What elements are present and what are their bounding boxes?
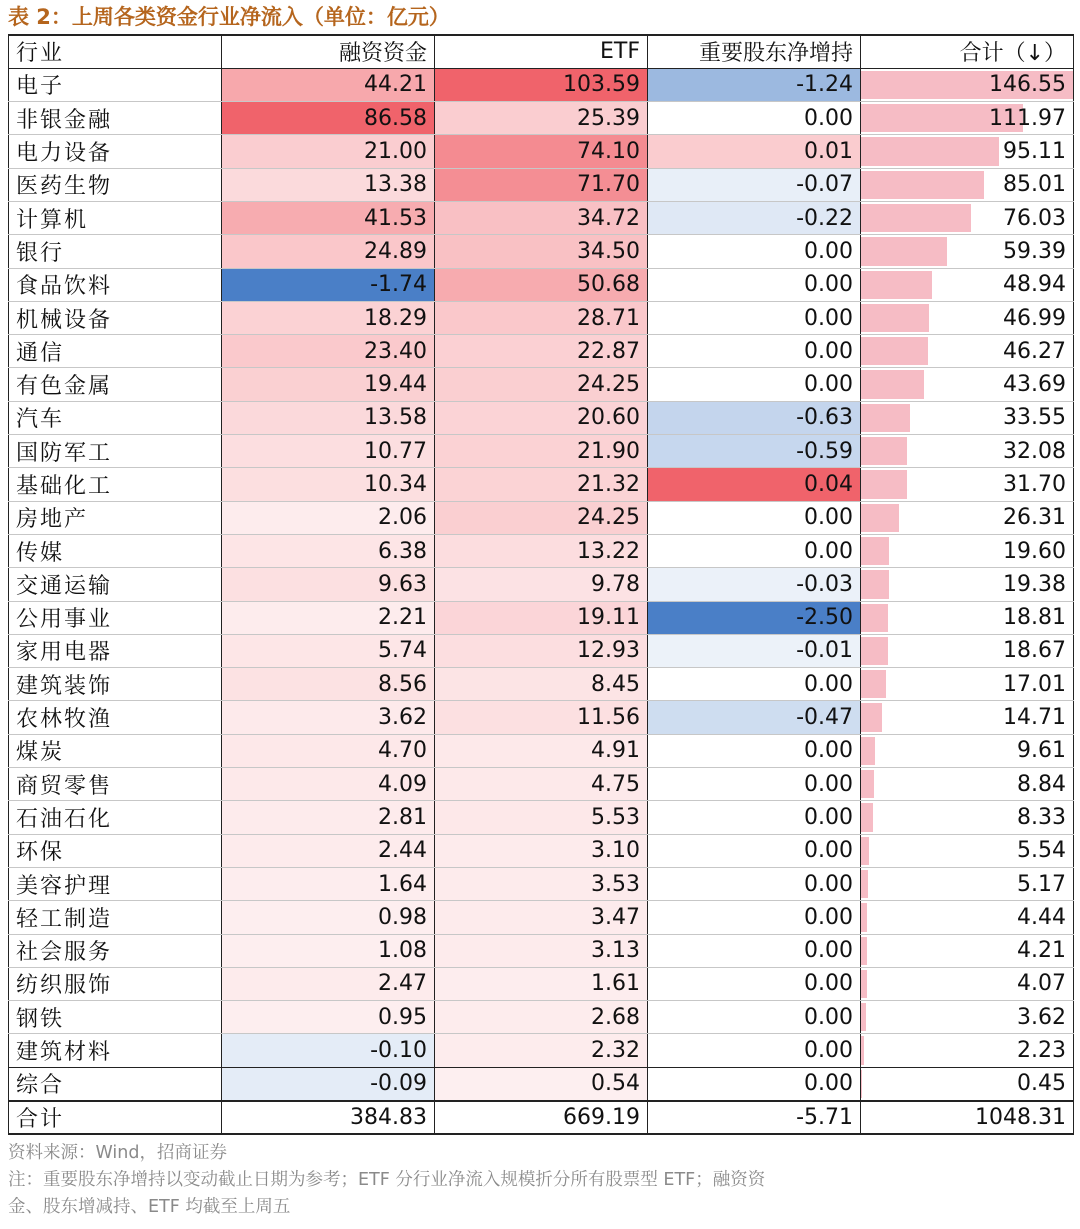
margin-cell: 18.29 bbox=[222, 301, 435, 334]
total-value: 85.01 bbox=[1003, 172, 1066, 198]
industry-cell: 纺织服饰 bbox=[9, 967, 222, 1000]
total-cell bbox=[861, 68, 1074, 101]
total-bar bbox=[861, 504, 899, 532]
etf-cell: 19.11 bbox=[435, 601, 648, 634]
etf-cell: 50.68 bbox=[435, 268, 648, 301]
industry-cell: 公用事业 bbox=[9, 601, 222, 634]
industry-cell: 银行 bbox=[9, 235, 222, 268]
total-cell bbox=[861, 368, 1074, 401]
margin-cell: 13.38 bbox=[222, 168, 435, 201]
table-row bbox=[9, 168, 1074, 201]
etf-cell: 13.22 bbox=[435, 534, 648, 567]
header-holders: 重要股东净增持 bbox=[648, 35, 861, 68]
etf-cell: 21.90 bbox=[435, 435, 648, 468]
holders-cell: 0.00 bbox=[648, 301, 861, 334]
etf-cell: 8.45 bbox=[435, 668, 648, 701]
total-bar bbox=[861, 537, 889, 565]
total-value: 18.81 bbox=[1003, 605, 1066, 631]
industry-cell: 国防军工 bbox=[9, 435, 222, 468]
industry-cell: 石油石化 bbox=[9, 801, 222, 834]
total-value: 3.62 bbox=[1017, 1004, 1066, 1030]
total-etf: 669.19 bbox=[435, 1101, 648, 1134]
margin-cell: 2.47 bbox=[222, 967, 435, 1000]
industry-cell: 电子 bbox=[9, 68, 222, 101]
holders-cell: 0.00 bbox=[648, 834, 861, 867]
header-industry: 行业 bbox=[9, 35, 222, 68]
total-value: 43.69 bbox=[1003, 372, 1066, 398]
total-cell bbox=[861, 235, 1074, 268]
table-row bbox=[9, 634, 1074, 667]
etf-cell: 0.54 bbox=[435, 1067, 648, 1100]
total-bar bbox=[861, 304, 929, 332]
total-cell bbox=[861, 102, 1074, 135]
margin-cell: 23.40 bbox=[222, 335, 435, 368]
total-value: 146.55 bbox=[989, 72, 1066, 98]
total-cell bbox=[861, 867, 1074, 900]
table-row bbox=[9, 468, 1074, 501]
holders-cell: 0.00 bbox=[648, 335, 861, 368]
table-row bbox=[9, 1034, 1074, 1067]
table-row bbox=[9, 501, 1074, 534]
total-bar bbox=[861, 803, 873, 831]
holders-cell: 0.01 bbox=[648, 135, 861, 168]
total-cell bbox=[861, 701, 1074, 734]
holders-cell: 0.00 bbox=[648, 867, 861, 900]
holders-cell: 0.00 bbox=[648, 1034, 861, 1067]
margin-cell: 0.95 bbox=[222, 1001, 435, 1034]
etf-cell: 25.39 bbox=[435, 102, 648, 135]
industry-cell: 农林牧渔 bbox=[9, 701, 222, 734]
industry-cell: 商贸零售 bbox=[9, 768, 222, 801]
table-row bbox=[9, 401, 1074, 434]
table-row bbox=[9, 534, 1074, 567]
total-value: 111.97 bbox=[989, 105, 1066, 131]
etf-cell: 12.93 bbox=[435, 634, 648, 667]
total-cell bbox=[861, 901, 1074, 934]
etf-cell: 21.32 bbox=[435, 468, 648, 501]
etf-cell: 20.60 bbox=[435, 401, 648, 434]
margin-cell: 13.58 bbox=[222, 401, 435, 434]
industry-cell: 机械设备 bbox=[9, 301, 222, 334]
total-cell bbox=[861, 601, 1074, 634]
total-value: 46.27 bbox=[1003, 338, 1066, 364]
total-bar bbox=[861, 171, 984, 199]
margin-cell: 2.81 bbox=[222, 801, 435, 834]
holders-cell: -0.59 bbox=[648, 435, 861, 468]
industry-cell: 美容护理 bbox=[9, 867, 222, 900]
total-cell bbox=[861, 1034, 1074, 1067]
total-bar bbox=[861, 737, 875, 765]
industry-cell: 煤炭 bbox=[9, 734, 222, 767]
holders-cell: -0.63 bbox=[648, 401, 861, 434]
total-bar bbox=[861, 404, 910, 432]
margin-cell: 24.89 bbox=[222, 235, 435, 268]
total-value: 18.67 bbox=[1003, 638, 1066, 664]
holders-cell: 0.00 bbox=[648, 501, 861, 534]
margin-cell: 19.44 bbox=[222, 368, 435, 401]
holders-cell: 0.00 bbox=[648, 1067, 861, 1100]
total-bar bbox=[861, 703, 882, 731]
total-cell bbox=[861, 967, 1074, 1000]
total-cell bbox=[861, 801, 1074, 834]
holders-cell: 0.00 bbox=[648, 668, 861, 701]
margin-cell: 10.77 bbox=[222, 435, 435, 468]
margin-cell: 8.56 bbox=[222, 668, 435, 701]
total-cell bbox=[861, 335, 1074, 368]
margin-cell: 1.64 bbox=[222, 867, 435, 900]
etf-cell: 3.53 bbox=[435, 867, 648, 900]
total-bar bbox=[861, 970, 867, 998]
total-value: 4.07 bbox=[1017, 971, 1066, 997]
total-bar bbox=[861, 271, 932, 299]
total-label: 合计 bbox=[9, 1101, 222, 1134]
total-holders: -5.71 bbox=[648, 1101, 861, 1134]
etf-cell: 4.75 bbox=[435, 768, 648, 801]
total-cell bbox=[861, 135, 1074, 168]
header-etf: ETF bbox=[435, 35, 648, 68]
etf-cell: 24.25 bbox=[435, 368, 648, 401]
total-bar bbox=[861, 1003, 866, 1031]
industry-cell: 电力设备 bbox=[9, 135, 222, 168]
etf-cell: 28.71 bbox=[435, 301, 648, 334]
table-row bbox=[9, 201, 1074, 234]
etf-cell: 71.70 bbox=[435, 168, 648, 201]
table-row bbox=[9, 235, 1074, 268]
total-cell bbox=[861, 834, 1074, 867]
total-bar bbox=[861, 337, 928, 365]
total-cell bbox=[861, 435, 1074, 468]
etf-cell: 24.25 bbox=[435, 501, 648, 534]
holders-cell: 0.00 bbox=[648, 235, 861, 268]
total-bar bbox=[861, 437, 907, 465]
table-row bbox=[9, 301, 1074, 334]
industry-cell: 环保 bbox=[9, 834, 222, 867]
etf-cell: 3.13 bbox=[435, 934, 648, 967]
holders-cell: -0.22 bbox=[648, 201, 861, 234]
footnote-line-1: 注：重要股东净增持以变动截止日期为参考；ETF 分行业净流入规模折分所有股票型 ETF；融资资 bbox=[8, 1170, 766, 1190]
total-bar bbox=[861, 837, 869, 865]
industry-cell: 基础化工 bbox=[9, 468, 222, 501]
table-row bbox=[9, 668, 1074, 701]
total-value: 33.55 bbox=[1003, 405, 1066, 431]
etf-cell: 4.91 bbox=[435, 734, 648, 767]
total-value: 32.08 bbox=[1003, 438, 1066, 464]
table-row bbox=[9, 701, 1074, 734]
table-row bbox=[9, 268, 1074, 301]
holders-cell: -0.01 bbox=[648, 634, 861, 667]
industry-cell: 交通运输 bbox=[9, 568, 222, 601]
total-value: 5.54 bbox=[1017, 838, 1066, 864]
margin-cell: 1.08 bbox=[222, 934, 435, 967]
etf-cell: 1.61 bbox=[435, 967, 648, 1000]
industry-cell: 建筑材料 bbox=[9, 1034, 222, 1067]
total-value: 4.21 bbox=[1017, 938, 1066, 964]
total-value: 48.94 bbox=[1003, 272, 1066, 298]
industry-cell: 家用电器 bbox=[9, 634, 222, 667]
grand-total: 1048.31 bbox=[861, 1101, 1074, 1134]
industry-cell: 非银金融 bbox=[9, 102, 222, 135]
table-row bbox=[9, 102, 1074, 135]
etf-cell: 3.47 bbox=[435, 901, 648, 934]
margin-cell: 41.53 bbox=[222, 201, 435, 234]
total-bar bbox=[861, 470, 907, 498]
holders-cell: 0.00 bbox=[648, 734, 861, 767]
table-row bbox=[9, 1067, 1074, 1100]
holders-cell: 0.00 bbox=[648, 768, 861, 801]
table-body bbox=[9, 68, 1074, 1134]
margin-cell: -1.74 bbox=[222, 268, 435, 301]
total-cell bbox=[861, 468, 1074, 501]
table-row bbox=[9, 734, 1074, 767]
industry-flow-table bbox=[8, 34, 1074, 1135]
table-row bbox=[9, 68, 1074, 101]
table-title: 表 2：上周各类资金行业净流入（单位：亿元） bbox=[8, 5, 450, 29]
margin-cell: 0.98 bbox=[222, 901, 435, 934]
total-cell bbox=[861, 934, 1074, 967]
total-value: 59.39 bbox=[1003, 238, 1066, 264]
margin-cell: 5.74 bbox=[222, 634, 435, 667]
industry-cell: 轻工制造 bbox=[9, 901, 222, 934]
holders-cell: -1.24 bbox=[648, 68, 861, 101]
etf-cell: 9.78 bbox=[435, 568, 648, 601]
industry-cell: 钢铁 bbox=[9, 1001, 222, 1034]
footnote-line-2: 金、股东增减持、ETF 均截至上周五 bbox=[8, 1197, 291, 1217]
industry-cell: 通信 bbox=[9, 335, 222, 368]
industry-cell: 食品饮料 bbox=[9, 268, 222, 301]
holders-cell: 0.00 bbox=[648, 901, 861, 934]
table-row bbox=[9, 1001, 1074, 1034]
total-cell bbox=[861, 201, 1074, 234]
total-cell bbox=[861, 768, 1074, 801]
total-value: 17.01 bbox=[1003, 671, 1066, 697]
total-bar bbox=[861, 1036, 864, 1064]
industry-cell: 建筑装饰 bbox=[9, 668, 222, 701]
total-bar bbox=[861, 370, 924, 398]
margin-cell: 2.44 bbox=[222, 834, 435, 867]
total-bar bbox=[861, 237, 947, 265]
total-margin: 384.83 bbox=[222, 1101, 435, 1134]
table-row bbox=[9, 335, 1074, 368]
etf-cell: 5.53 bbox=[435, 801, 648, 834]
total-value: 76.03 bbox=[1003, 205, 1066, 231]
table-row bbox=[9, 135, 1074, 168]
total-value: 8.84 bbox=[1017, 771, 1066, 797]
margin-cell: 3.62 bbox=[222, 701, 435, 734]
holders-cell: 0.00 bbox=[648, 368, 861, 401]
etf-cell: 22.87 bbox=[435, 335, 648, 368]
table-row bbox=[9, 834, 1074, 867]
total-cell bbox=[861, 1001, 1074, 1034]
total-cell bbox=[861, 534, 1074, 567]
industry-cell: 社会服务 bbox=[9, 934, 222, 967]
margin-cell: 86.58 bbox=[222, 102, 435, 135]
total-cell bbox=[861, 1067, 1074, 1100]
holders-cell: -2.50 bbox=[648, 601, 861, 634]
table-row bbox=[9, 601, 1074, 634]
holders-cell: 0.00 bbox=[648, 934, 861, 967]
table-row bbox=[9, 801, 1074, 834]
total-value: 4.44 bbox=[1017, 904, 1066, 930]
total-cell bbox=[861, 668, 1074, 701]
total-value: 14.71 bbox=[1003, 705, 1066, 731]
total-value: 19.38 bbox=[1003, 571, 1066, 597]
total-value: 26.31 bbox=[1003, 505, 1066, 531]
total-cell bbox=[861, 568, 1074, 601]
industry-cell: 计算机 bbox=[9, 201, 222, 234]
etf-cell: 3.10 bbox=[435, 834, 648, 867]
margin-cell: 10.34 bbox=[222, 468, 435, 501]
margin-cell: 9.63 bbox=[222, 568, 435, 601]
total-value: 9.61 bbox=[1017, 738, 1066, 764]
industry-cell: 综合 bbox=[9, 1067, 222, 1100]
total-value: 95.11 bbox=[1003, 139, 1066, 165]
margin-cell: 2.06 bbox=[222, 501, 435, 534]
industry-cell: 医药生物 bbox=[9, 168, 222, 201]
margin-cell: 21.00 bbox=[222, 135, 435, 168]
table-row bbox=[9, 967, 1074, 1000]
holders-cell: -0.03 bbox=[648, 568, 861, 601]
total-bar bbox=[861, 1070, 862, 1098]
table-row bbox=[9, 568, 1074, 601]
table-row bbox=[9, 368, 1074, 401]
holders-cell: 0.00 bbox=[648, 1001, 861, 1034]
total-value: 0.45 bbox=[1017, 1071, 1066, 1097]
total-bar bbox=[861, 604, 888, 632]
header-margin: 融资资金 bbox=[222, 35, 435, 68]
etf-cell: 74.10 bbox=[435, 135, 648, 168]
margin-cell: -0.09 bbox=[222, 1067, 435, 1100]
industry-cell: 传媒 bbox=[9, 534, 222, 567]
total-bar bbox=[861, 903, 867, 931]
table-row bbox=[9, 867, 1074, 900]
total-bar bbox=[861, 637, 888, 665]
total-cell bbox=[861, 501, 1074, 534]
etf-cell: 2.68 bbox=[435, 1001, 648, 1034]
total-bar bbox=[861, 770, 874, 798]
margin-cell: 4.09 bbox=[222, 768, 435, 801]
total-value: 31.70 bbox=[1003, 472, 1066, 497]
total-row bbox=[9, 1101, 1074, 1134]
table-row bbox=[9, 901, 1074, 934]
holders-cell: 0.04 bbox=[648, 468, 861, 501]
etf-cell: 2.32 bbox=[435, 1034, 648, 1067]
etf-cell: 11.56 bbox=[435, 701, 648, 734]
table-row bbox=[9, 768, 1074, 801]
holders-cell: 0.00 bbox=[648, 268, 861, 301]
total-value: 8.33 bbox=[1017, 804, 1066, 830]
header-row bbox=[9, 35, 1074, 68]
industry-cell: 汽车 bbox=[9, 401, 222, 434]
total-bar bbox=[861, 937, 867, 965]
total-bar bbox=[861, 137, 999, 165]
total-cell bbox=[861, 168, 1074, 201]
total-cell bbox=[861, 734, 1074, 767]
margin-cell: 44.21 bbox=[222, 68, 435, 101]
margin-cell: 2.21 bbox=[222, 601, 435, 634]
etf-cell: 34.50 bbox=[435, 235, 648, 268]
holders-cell: 0.00 bbox=[648, 801, 861, 834]
holders-cell: 0.00 bbox=[648, 102, 861, 135]
holders-cell: -0.07 bbox=[648, 168, 861, 201]
etf-cell: 103.59 bbox=[435, 68, 648, 101]
header-total: 合计（↓） bbox=[861, 35, 1074, 68]
etf-cell: 34.72 bbox=[435, 201, 648, 234]
table-row bbox=[9, 435, 1074, 468]
total-value: 46.99 bbox=[1003, 305, 1066, 331]
total-value: 19.60 bbox=[1003, 538, 1066, 564]
holders-cell: -0.47 bbox=[648, 701, 861, 734]
holders-cell: 0.00 bbox=[648, 967, 861, 1000]
total-cell bbox=[861, 634, 1074, 667]
total-cell bbox=[861, 301, 1074, 334]
total-value: 5.17 bbox=[1017, 871, 1066, 897]
margin-cell: 4.70 bbox=[222, 734, 435, 767]
total-bar bbox=[861, 670, 886, 698]
holders-cell: 0.00 bbox=[648, 534, 861, 567]
margin-cell: 6.38 bbox=[222, 534, 435, 567]
total-bar bbox=[861, 204, 971, 232]
total-cell bbox=[861, 401, 1074, 434]
table-row bbox=[9, 934, 1074, 967]
margin-cell: -0.10 bbox=[222, 1034, 435, 1067]
source-note: 资料来源：Wind，招商证券 bbox=[8, 1143, 227, 1163]
notes bbox=[8, 1140, 765, 1221]
total-cell bbox=[861, 268, 1074, 301]
total-value: 2.23 bbox=[1017, 1038, 1066, 1064]
total-bar bbox=[861, 870, 868, 898]
industry-cell: 有色金属 bbox=[9, 368, 222, 401]
industry-cell: 房地产 bbox=[9, 501, 222, 534]
total-bar bbox=[861, 570, 889, 598]
